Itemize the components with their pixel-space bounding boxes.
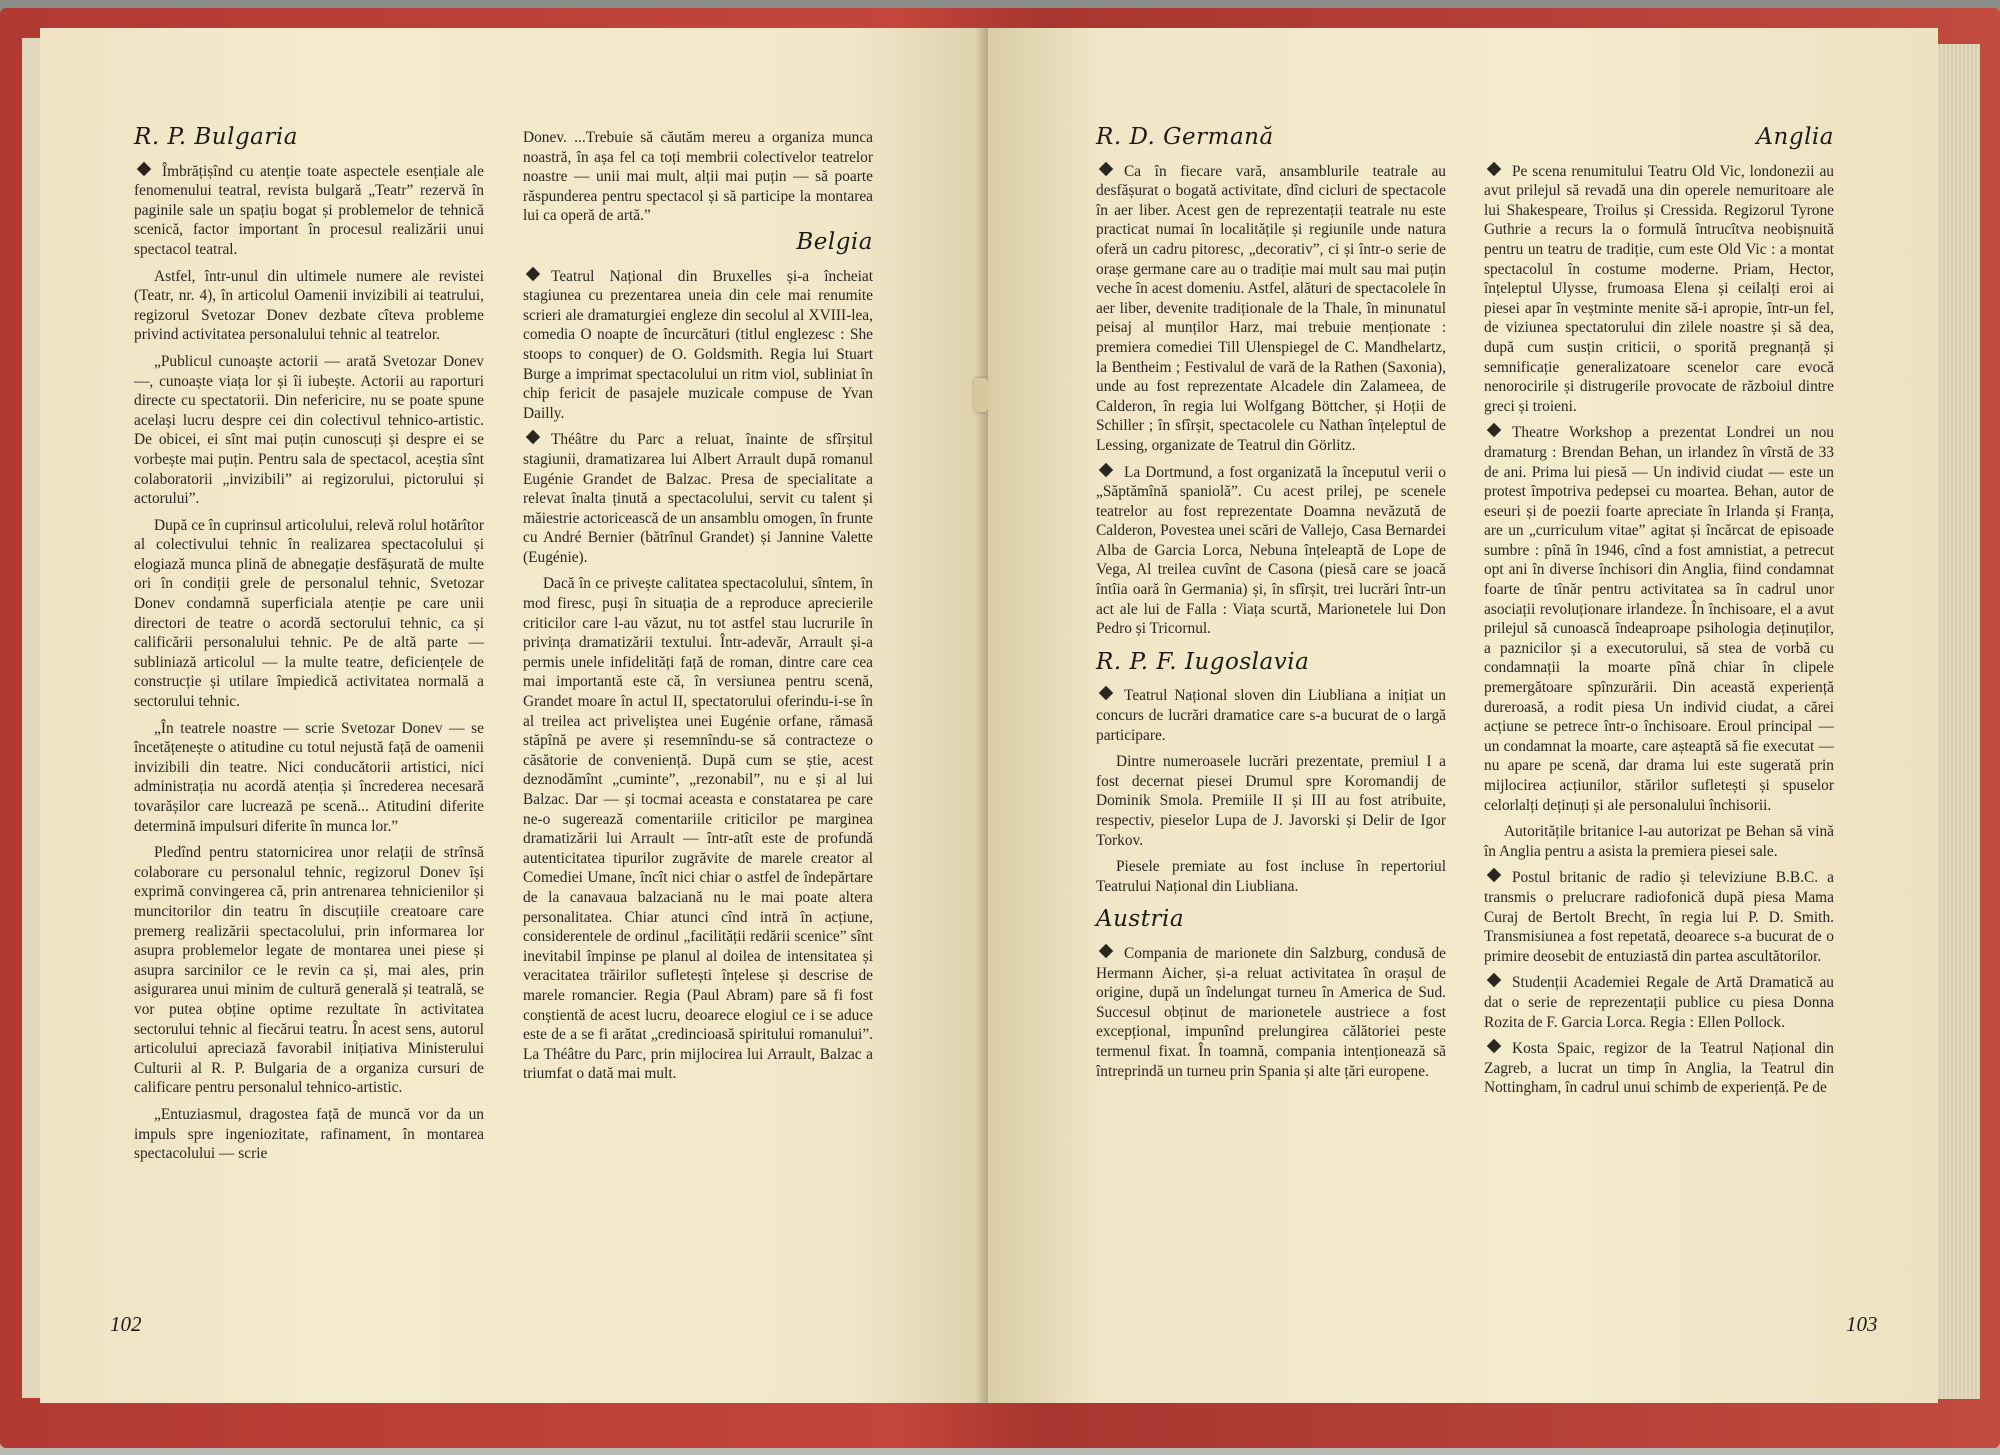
section-title-austria: Austria bbox=[1096, 906, 1185, 933]
diamond-bullet-icon bbox=[1487, 161, 1501, 175]
paragraph: La Dortmund, a fost organizată la începutul verii o „Săptămînă spaniolă”. Cu acest prilej, pe scenele teatrelor au fost reprezentate Doamna nevăzută de Calderon, Povestea unei scări de Vallejo, Casa Bernardei Alba de Garcia Lorca, Nebuna înțeleaptă de Lope de Vega, Al treilea cuvînt de Casona (piesă care se joacă întîia oară în Germania) și, în sfîrșit, trei lucrări într-un act ale lui de Falla : Viața scurtă, Marionetele lui Don Pedro și Tricornul. bbox=[1096, 463, 1446, 638]
paragraph: Teatrul Național sloven din Liubliana a inițiat un concurs de lucrări dramatice care s-a bucurat de o largă participare. bbox=[1096, 687, 1446, 744]
paragraph: Îmbrățișînd cu atenție toate aspectele esențiale ale fenomenului teatral, revista bulgară „Teatr” rezervă în paginile sale un spațiu bogat și problemelor de tehnică scenică, factor important în procesul realizării unui spectacol teatral. bbox=[134, 162, 484, 258]
paragraph: Dintre numeroasele lucrări prezentate, premiul I a fost decernat piesei Drumul spre Koromandij de Dominik Smola. Premiile II și III au fost atribuite, respectiv, pieselor Lupa de J. Javorski și Delir de Igor Torkov. bbox=[1096, 753, 1446, 849]
paragraph: „Publicul cunoaște actorii — arată Svetozar Donev —, cunoaște viața lor și îi iubește. Actorii au raporturi directe cu spectatorii. Din nefericire, nu se poate spune același lucru despre cei din colectivul tehnico-artistic. De obicei, ei sînt mai puțin cunoscuți și despre ei se vorbește mai puțin. Pentru sala de spectacol, aceștia sînt colaboratorii „invizibili” ai regizorului, pictorului și actorului”. bbox=[134, 352, 484, 508]
section-title-germana: R. D. Germană bbox=[1096, 124, 1274, 150]
diamond-bullet-icon bbox=[1099, 944, 1113, 958]
section-title-bulgaria: R. P. Bulgaria bbox=[134, 124, 298, 150]
paragraph: Dacă în ce privește calitatea spectacolului, sîntem, în mod firesc, puși în situația de a reproduce aprecierile criticilor care l-au văzut, nu tot astfel stau lucrurile în privința dramatizării textului. Într-adevăr, Arrault și-a permis unele infidelități față de roman, dintre care cea mai importantă este că, în versiunea pentru scenă, Grandet moare în actul II, spectatorului oferindu-i-se în al treilea act priveliștea unei Eugénie orfane, rămasă stăpînă pe avere și resemnîndu-se să contracteze o căsătorie de conveniență. După cum se știe, acest deznodămînt „cuminte”, „rezonabil”, nu e și al lui Balzac. Dar — și tocmai aceasta e constatarea pe care ne-o sugerează comentariile criticilor pe marginea dramatizării lui Arrault — într-atît este de profundă autenticitatea tipurilor zugrăvite de marele creator al Comediei Umane, încît nici chiar o astfel de îndepărtare de la canavaua balzaciană nu le mai poate altera personalitatea. Chiar atunci cînd intră în acțiune, considerentele de ordinul „facilității redării scenice” sînt inevitabil împinse pe planul al doilea de intensitatea și veracitatea trăirilor sufletești înțelese și descrise de marele romancier. Regia (Paul Abram) pare să fi fost conștientă de acest lucru, deoarece elogiul ce i se aduce este de a se fi arătat „credincioasă spiritului romanului”. La Théâtre du Parc, prin mijlocirea lui Arrault, Balzac a triumfat o dată mai mult. bbox=[523, 575, 873, 1083]
paragraph: Pledînd pentru statornicirea unor relații de strînsă colaborare cu personalul tehnic, regizorul Donev își exprimă convingerea că, prin antrenarea tehnicienilor și muncitorilor din teatru în discuțiile creatoare care premerg realizării spectacolului, prin informarea lor asupra problemelor legate de montarea unei piese și asupra sarcinilor ce le revin ca și, mai ales, prin asigurarea unui minim de cultură generală și teatrală, se vor putea obține optime rezultate în activitatea sectorului tehnic al fiecărui teatru. În acest sens, autorul articolului apreciază favorabil inițiativa Ministerului Culturii al R. P. Bulgaria de a organiza cursuri de calificare pentru personalul tehnico-artistic. bbox=[134, 844, 484, 1097]
paragraph: Pe scena renumitului Teatru Old Vic, londonezii au avut prilejul să revadă una din operele nemuritoare ale lui Shakespeare, Troilus și Cressida. Regizorul Tyrone Guthrie a recurs la o formulă întrucîtva neobișnuită pentru un teatru de tradiție, cum este Old Vic : a montat spectacolul în costume moderne. Priam, Hector, înțeleptul Ulysse, frumoasa Elena și ceilalți eroi ai piesei apar în veștminte menite să-i apropie, într-un fel, de viziunea spectatorului din zilele noastre și să dea, după cum susțin criticii, o sporită pregnanță și semnificație generalizatoare scenelor care evocă nenorocirile și distrugerile provocate de războiul dintre greci și troieni. bbox=[1484, 162, 1834, 415]
diamond-bullet-icon bbox=[1487, 1039, 1501, 1053]
paragraph: Theatre Workshop a prezentat Londrei un nou dramaturg : Brendan Behan, un irlandez în vîrstă de 33 de ani. Prima lui piesă — Un individ ciudat — este un protest împotriva pedepsei cu moartea. Behan, autor de eseuri și de poezii foarte apreciate în Irlanda și Franța, are un „curriculum vitae” agitat și încărcat de episoade sumbre : pînă în 1946, cînd a fost amnistiat, a petrecut opt ani în diverse închisori din Anglia, fiind condamnat foarte de tînăr pentru activitatea sa în cadrul unor asociații revoluționare irlandeze. În închisoare, el a avut prilejul să cunoască îndeaproape psihologia deținuților, a paznicilor și a executorului, să stea de vorbă cu condamnații la moarte pînă chiar în clipele premergătoare spînzurării. Din această experiență dureroasă, a rodit piesa Un individ ciudat, a cărei acțiune se petrece într-o închisoare. Eroul principal — un condamnat la moarte, care așteaptă să fie executat — nu apare pe scenă, dar drama lui este sugerată prin mijlocirea acțiunilor, stărilor sufletești și spuselor celorlalți deținuți și ale personalului închisorii. bbox=[1484, 424, 1834, 814]
paragraph: Théâtre du Parc a reluat, înainte de sfîrșitul stagiunii, dramatizarea lui Albert Arrault după romanul Eugénie Grandet de Balzac. Presa de specialitate a relevat înalta ținută a spectacolului, servit cu talent și măiestrie actoricească de un ansamblu omogen, în frunte cu André Bernier (bătrînul Grandet) și Jannine Valette (Eugénie). bbox=[523, 431, 873, 566]
diamond-bullet-icon bbox=[526, 430, 540, 444]
diamond-bullet-icon bbox=[526, 266, 540, 280]
diamond-bullet-icon bbox=[1487, 423, 1501, 437]
page-number-right: 103 bbox=[1846, 1312, 1878, 1336]
right-column-2 bbox=[1484, 122, 1834, 1105]
paragraph: „Entuziasmul, dragostea față de muncă vor da un impuls spre ingeniozitate, rafinament, în montarea spectacolului — scrie bbox=[134, 1105, 484, 1163]
section-title-belgia: Belgia bbox=[796, 228, 873, 255]
diamond-bullet-icon bbox=[1487, 868, 1501, 882]
page-edges-right bbox=[1934, 44, 1980, 1399]
section-title-anglia: Anglia bbox=[1756, 124, 1834, 150]
diamond-bullet-icon bbox=[1099, 686, 1113, 700]
paragraph: După ce în cuprinsul articolului, relevă rolul hotărîtor al colectivului tehnic în realizarea spectacolului și elogiază munca plină de abnegație desfășurată de multe ori în condiții grele de personalul tehnic, Svetozar Donev condamnă superficiala atenție pe care unii directori de teatre o acordă sectorului tehnic, ca și calificării personalului tehnic. Pe de altă parte — subliniază articolul — la multe teatre, deficiențele de construcție și utilare împiedică activitatea normală a sectorului tehnic. bbox=[134, 516, 484, 711]
section-title-iugoslavia: R. P. F. Iugoslavia bbox=[1096, 648, 1310, 675]
paragraph: Autoritățile britanice l-au autorizat pe Behan să vină în Anglia pentru a asista la premiera piesei sale. bbox=[1484, 823, 1834, 860]
paragraph: Postul britanic de radio și televiziune B.B.C. a transmis o prelucrare radiofonică după piesa Mama Curaj de Bertolt Brecht, în regia lui P. D. Smith. Transmisiunea a fost repetată, deoarece s-a bucurat de o primire deosebit de entuziastă din partea ascultătorilor. bbox=[1484, 869, 1834, 965]
paragraph: Compania de marionete din Salzburg, condusă de Hermann Aicher, și-a reluat activitatea în orașul de origine, după un îndelungat turneu în America de Sud. Succesul obținut de marionetele austriece a fost excepțional, impunînd prelungirea călătoriei peste termenul fixat. În toamnă, compania intenționează să întreprindă un turneu prin Spania și alte țări europene. bbox=[1096, 944, 1446, 1080]
paragraph: Kosta Spaic, regizor de la Teatrul Național din Zagreb, a lucrat un timp în Anglia, la Teatrul din Nottingham, în cadrul unui schimb de experiență. Pe de bbox=[1484, 1040, 1834, 1097]
diamond-bullet-icon bbox=[1099, 462, 1113, 476]
paragraph: Ca în fiecare vară, ansamblurile teatrale au desfășurat o bogată activitate, dînd cicluri de spectacole în aer liber. Acest gen de reprezentații teatrale nu este practicat numai în localitățile și regiunile unde natura oferă un cadru pitoresc, „decorativ”, ci și într-o serie de orașe germane care au o tradiție mai mult sau mai puțin veche în acest domeniu. Astfel, alături de spectacolele în aer liber, devenite tradiționale de la Thale, în minunatul peisaj al munților Harz, mai trebuie menționate : premiera comediei Till Ulenspiegel de C. Mandhelartz, la Bentheim ; Festivalul de vară de la Rathen (Saxonia), unde au fost reprezentate Alcadele din Zalameea, de Calderon, în regia lui Wolfgang Böttcher, și Hoții de Schiller ; în sfîrșit, spectacolele cu Nathan înțeleptul de Lessing, organizate de Teatrul din Görlitz. bbox=[1096, 162, 1446, 454]
left-column-1 bbox=[134, 122, 484, 1171]
left-column-2 bbox=[523, 128, 873, 1091]
paragraph: Studenții Academiei Regale de Artă Dramatică au dat o serie de reprezentații publice cu piesa Donna Rozita de F. Garcia Lorca. Regia : Ellen Pollock. bbox=[1484, 974, 1834, 1031]
paragraph: Piesele premiate au fost incluse în repertoriul Teatrului Național din Liubliana. bbox=[1096, 858, 1446, 895]
paragraph-continuation: Donev. ...Trebuie să căutăm mereu a organiza munca noastră, în așa fel ca toți membrii colectivelor teatrelor noastre — unii mai mult, alții mai puțin — să poarte răspunderea pentru spectacol și să participe la montarea lui ca operă de artă.” bbox=[523, 129, 873, 225]
right-column-1 bbox=[1096, 122, 1446, 1088]
diamond-bullet-icon bbox=[1487, 973, 1501, 987]
page-number-left: 102 bbox=[110, 1312, 142, 1336]
paragraph: Teatrul Național din Bruxelles și-a încheiat stagiunea cu prezentarea uneia din cele mai renumite scrieri ale dramaturgiei engleze din secolul al XVIII-lea, comedia O noapte de încurcături (titlul englezesc : She stoops to conquer) de O. Goldsmith. Regia lui Stuart Burge a imprimat spectacolului un ritm viol, subliniat în chip fericit de pasajele muzicale compuse de Yvan Dailly. bbox=[523, 267, 873, 422]
diamond-bullet-icon bbox=[137, 161, 151, 175]
diamond-bullet-icon bbox=[1099, 161, 1113, 175]
right-page bbox=[988, 28, 1938, 1403]
paragraph: „În teatrele noastre — scrie Svetozar Donev — se încetățenește o atitudine cu totul nejustă față de oamenii invizibili din teatre. Nici conducătorii artistici, nici administrația nu acordă atenția și încrederea necesară tovarășilor care lucrează pe scenă... Atitudini diferite determină impulsuri diferite în munca lor.” bbox=[134, 719, 484, 835]
page-tear bbox=[974, 378, 988, 412]
left-page bbox=[40, 28, 990, 1403]
paragraph: Astfel, într-unul din ultimele numere ale revistei (Teatr, nr. 4), în articolul Oamenii invizibili ai teatrului, regizorul Svetozar Donev dezbate cîteva probleme privind activitatea personalului tehnic al teatrelor. bbox=[134, 267, 484, 344]
